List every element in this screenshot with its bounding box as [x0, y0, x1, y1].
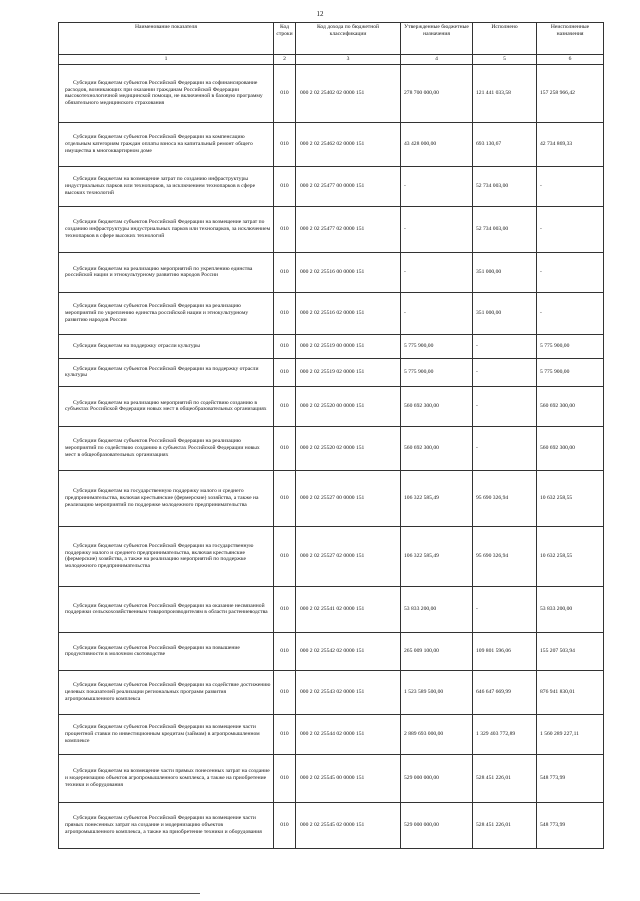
row-executed: -: [473, 358, 537, 386]
row-kbk: 000 2 02 25520 02 0000 151: [296, 426, 401, 470]
row-approved: 1 523 589 500,00: [401, 670, 473, 714]
table-row: [59, 754, 604, 802]
row-executed: 95 690 326,94: [473, 470, 537, 526]
table-row: [59, 386, 604, 426]
row-executed: 95 690 326,94: [473, 526, 537, 586]
budget-execution-table: [58, 22, 604, 849]
table-row: [59, 334, 604, 358]
header-executed: Исполнено: [473, 23, 537, 55]
row-code: 010: [274, 714, 296, 754]
row-approved: 265 009 100,00: [401, 632, 473, 670]
table-row: [59, 358, 604, 386]
row-approved: 53 833 200,00: [401, 586, 473, 632]
row-kbk: 000 2 02 25543 02 0000 151: [296, 670, 401, 714]
column-number-row: [59, 55, 604, 65]
row-unexecuted: 10 632 258,55: [537, 526, 604, 586]
row-executed: 351 000,00: [473, 252, 537, 292]
row-name: [59, 386, 274, 426]
row-unexecuted: -: [537, 206, 604, 252]
row-executed: 528 451 226,01: [473, 802, 537, 848]
row-kbk: 000 2 02 25519 00 0000 151: [296, 334, 401, 358]
row-executed: 1 329 403 772,89: [473, 714, 537, 754]
page-number: 12: [316, 10, 324, 18]
row-unexecuted: 157 258 966,42: [537, 64, 604, 122]
row-executed: 52 734 003,00: [473, 206, 537, 252]
row-approved: 2 889 693 000,00: [401, 714, 473, 754]
row-executed: -: [473, 334, 537, 358]
row-name: [59, 802, 274, 848]
table-row: [59, 714, 604, 754]
row-name-text: Субсидии бюджетам субъектов Российской Федерации на повышение продуктивности в молочном скотоводстве: [65, 644, 240, 658]
row-kbk: 000 2 02 25477 00 0000 151: [296, 166, 401, 206]
row-unexecuted: 548 773,99: [537, 802, 604, 848]
row-kbk: 000 2 02 25541 02 0000 151: [296, 586, 401, 632]
table-row: [59, 426, 604, 470]
row-executed: -: [473, 386, 537, 426]
row-code: 010: [274, 122, 296, 166]
row-name-text: Субсидии бюджетам на реализацию мероприятий по укреплению единства российской нации и этнокультурному развитию народов России: [65, 265, 253, 279]
row-kbk: 000 2 02 25519 02 0000 151: [296, 358, 401, 386]
row-kbk: 000 2 02 25527 00 0000 151: [296, 470, 401, 526]
column-number: 1: [59, 55, 274, 65]
row-code: 010: [274, 206, 296, 252]
row-code: 010: [274, 632, 296, 670]
row-name: [59, 166, 274, 206]
row-name-text: Субсидии бюджетам субъектов Российской Федерации на компенсацию отдельным категориям граждан оплаты взноса на капитальный ремонт общего имущества в многоквартирном доме: [65, 134, 253, 154]
row-kbk: 000 2 02 25544 02 0000 151: [296, 714, 401, 754]
row-approved: -: [401, 292, 473, 334]
header-row: [59, 23, 604, 55]
row-approved: 529 000 000,00: [401, 802, 473, 848]
row-unexecuted: 5 775 900,00: [537, 358, 604, 386]
table-row: [59, 526, 604, 586]
row-kbk: 000 2 02 25545 00 0000 151: [296, 754, 401, 802]
row-approved: 106 322 585,49: [401, 526, 473, 586]
row-name-text: Субсидии бюджетам на поддержку отрасли культуры: [73, 342, 201, 349]
column-number: 3: [296, 55, 401, 65]
row-code: 010: [274, 470, 296, 526]
row-name-text: Субсидии бюджетам субъектов Российской Федерации на оказание несвязанной поддержки сельскохозяйственным товаропроизводителям в области растениеводства: [65, 602, 268, 616]
row-name-text: Субсидии бюджетам субъектов Российской Федерации на возмещение части прямых понесенных затрат на создание и модернизацию объектов агропромышленного комплекса, а также на приобретение техники и оборудования: [65, 815, 262, 835]
row-executed: 646 647 669,99: [473, 670, 537, 714]
row-name: [59, 358, 274, 386]
row-name: [59, 526, 274, 586]
row-name: [59, 426, 274, 470]
row-name: [59, 334, 274, 358]
row-kbk: 000 2 02 25402 02 0000 151: [296, 64, 401, 122]
header-unexecuted: Неисполненные назначения: [537, 23, 604, 55]
row-kbk: 000 2 02 25477 02 0000 151: [296, 206, 401, 252]
row-approved: -: [401, 252, 473, 292]
row-name-text: Субсидии бюджетам субъектов Российской Федерации на реализацию мероприятий по укреплению единства российской нации и этнокультурному развитию народов России: [65, 303, 249, 323]
row-executed: 121 441 033,58: [473, 64, 537, 122]
column-number: 4: [401, 55, 473, 65]
row-approved: 529 000 000,00: [401, 754, 473, 802]
row-name-text: Субсидии бюджетам субъектов Российской Федерации на реализацию мероприятий по содействию созданию в субъектах Российской Федерации новых мест в общеобразовательных организациях: [65, 438, 260, 458]
row-executed: 52 734 003,00: [473, 166, 537, 206]
table-row: [59, 802, 604, 848]
row-approved: 560 692 300,00: [401, 426, 473, 470]
row-unexecuted: 560 692 300,00: [537, 426, 604, 470]
table-row: [59, 206, 604, 252]
row-name-text: Субсидии бюджетам субъектов Российской Федерации на содействие достижению целевых показателей реализации региональных программ развития агропромышленного комплекса: [65, 682, 271, 702]
table-row: [59, 252, 604, 292]
row-approved: 106 322 585,49: [401, 470, 473, 526]
row-unexecuted: 10 632 258,55: [537, 470, 604, 526]
column-number: 5: [473, 55, 537, 65]
row-kbk: 000 2 02 25545 02 0000 151: [296, 802, 401, 848]
row-name-text: Субсидии бюджетам субъектов Российской Федерации на поддержку отрасли культуры: [65, 365, 259, 379]
table-row: [59, 470, 604, 526]
row-name-text: Субсидии бюджетам субъектов Российской Федерации на государственную поддержку малого и среднего предпринимательства, включая крестьянские (фермерские) хозяйства, а также на реализацию мероприятий по поддержке молодежного предпринимательства: [65, 542, 254, 569]
row-unexecuted: 53 833 200,00: [537, 586, 604, 632]
header-code: Код строки: [274, 23, 296, 55]
row-executed: 351 000,00: [473, 292, 537, 334]
row-approved: 5 775 900,00: [401, 358, 473, 386]
table-row: [59, 122, 604, 166]
page-footer-rule: [0, 893, 200, 894]
row-unexecuted: -: [537, 166, 604, 206]
table-row: [59, 166, 604, 206]
header-approved: Утвержденные бюджетные назначения: [401, 23, 473, 55]
row-kbk: 000 2 02 25542 02 0000 151: [296, 632, 401, 670]
row-code: 010: [274, 64, 296, 122]
row-executed: 528 451 226,01: [473, 754, 537, 802]
row-name-text: Субсидии бюджетам субъектов Российской Федерации на софинансирование расходов, возникающих при оказании гражданам Российской Федерации высокотехнологичной медицинской помощи, не включенной в базовую программу обязательного медицинского страхования: [65, 79, 263, 106]
row-unexecuted: 1 560 289 227,11: [537, 714, 604, 754]
row-code: 010: [274, 754, 296, 802]
row-kbk: 000 2 02 25462 02 0000 151: [296, 122, 401, 166]
row-code: 010: [274, 166, 296, 206]
row-executed: -: [473, 426, 537, 470]
row-unexecuted: -: [537, 292, 604, 334]
row-code: 010: [274, 426, 296, 470]
column-number: 6: [537, 55, 604, 65]
table-row: [59, 292, 604, 334]
row-approved: 278 700 000,00: [401, 64, 473, 122]
row-kbk: 000 2 02 25520 00 0000 151: [296, 386, 401, 426]
row-code: 010: [274, 802, 296, 848]
row-name: [59, 292, 274, 334]
row-name-text: Субсидии бюджетам субъектов Российской Федерации на возмещение части процентной ставки по инвестиционным кредитам (займам) в агропромышленном комплексе: [65, 724, 260, 744]
row-name: [59, 632, 274, 670]
row-unexecuted: 548 773,99: [537, 754, 604, 802]
row-code: 010: [274, 586, 296, 632]
row-code: 010: [274, 670, 296, 714]
row-name-text: Субсидии бюджетам субъектов Российской Федерации на возмещение затрат по созданию инфраструктуры индустриальных парков или технопарков, за исключением технопарков в сфере высоких технологий: [65, 219, 271, 239]
row-kbk: 000 2 02 25527 02 0000 151: [296, 526, 401, 586]
header-kbk: Код дохода по бюджетной классификации: [296, 23, 401, 55]
row-code: 010: [274, 358, 296, 386]
row-unexecuted: 560 692 300,00: [537, 386, 604, 426]
row-unexecuted: 876 941 830,01: [537, 670, 604, 714]
row-executed: 693 130,67: [473, 122, 537, 166]
row-name: [59, 470, 274, 526]
row-name-text: Субсидии бюджетам на государственную поддержку малого и среднего предпринимательства, включая крестьянские (фермерские) хозяйства, а также на реализацию мероприятий по поддержке молодежного предпринимательства: [65, 488, 259, 508]
row-code: 010: [274, 386, 296, 426]
row-name-text: Субсидии бюджетам на возмещение части прямых понесенных затрат на создание и модернизацию объектов агропромышленного комплекса, а также на приобретение техники и оборудования: [65, 768, 270, 788]
row-code: 010: [274, 334, 296, 358]
row-unexecuted: -: [537, 252, 604, 292]
row-kbk: 000 2 02 25516 00 0000 151: [296, 252, 401, 292]
row-name-text: Субсидии бюджетам на реализацию мероприятий по содействию созданию в субъектах Российской Федерации новых мест в общеобразовательных организациях: [65, 399, 267, 413]
table-row: [59, 632, 604, 670]
row-executed: 109 801 596,06: [473, 632, 537, 670]
row-approved: -: [401, 206, 473, 252]
column-number: 2: [274, 55, 296, 65]
row-name: [59, 586, 274, 632]
row-code: 010: [274, 292, 296, 334]
row-name: [59, 670, 274, 714]
row-kbk: 000 2 02 25516 02 0000 151: [296, 292, 401, 334]
row-approved: 43 428 000,00: [401, 122, 473, 166]
row-unexecuted: 155 207 503,94: [537, 632, 604, 670]
row-name: [59, 206, 274, 252]
row-name: [59, 754, 274, 802]
row-unexecuted: 42 734 869,33: [537, 122, 604, 166]
row-name: [59, 252, 274, 292]
header-name: Наименование показателя: [59, 23, 274, 55]
row-code: 010: [274, 252, 296, 292]
table-row: [59, 586, 604, 632]
row-name: [59, 122, 274, 166]
table-row: [59, 670, 604, 714]
row-name: [59, 714, 274, 754]
row-code: 010: [274, 526, 296, 586]
row-approved: 5 775 900,00: [401, 334, 473, 358]
table-row: [59, 64, 604, 122]
row-executed: -: [473, 586, 537, 632]
row-name-text: Субсидии бюджетам на возмещение затрат по созданию инфраструктуры индустриальных парков или технопарков, за исключением технопарков в сфере высоких технологий: [65, 176, 256, 196]
row-name: [59, 64, 274, 122]
row-approved: -: [401, 166, 473, 206]
row-approved: 560 692 300,00: [401, 386, 473, 426]
row-unexecuted: 5 775 900,00: [537, 334, 604, 358]
